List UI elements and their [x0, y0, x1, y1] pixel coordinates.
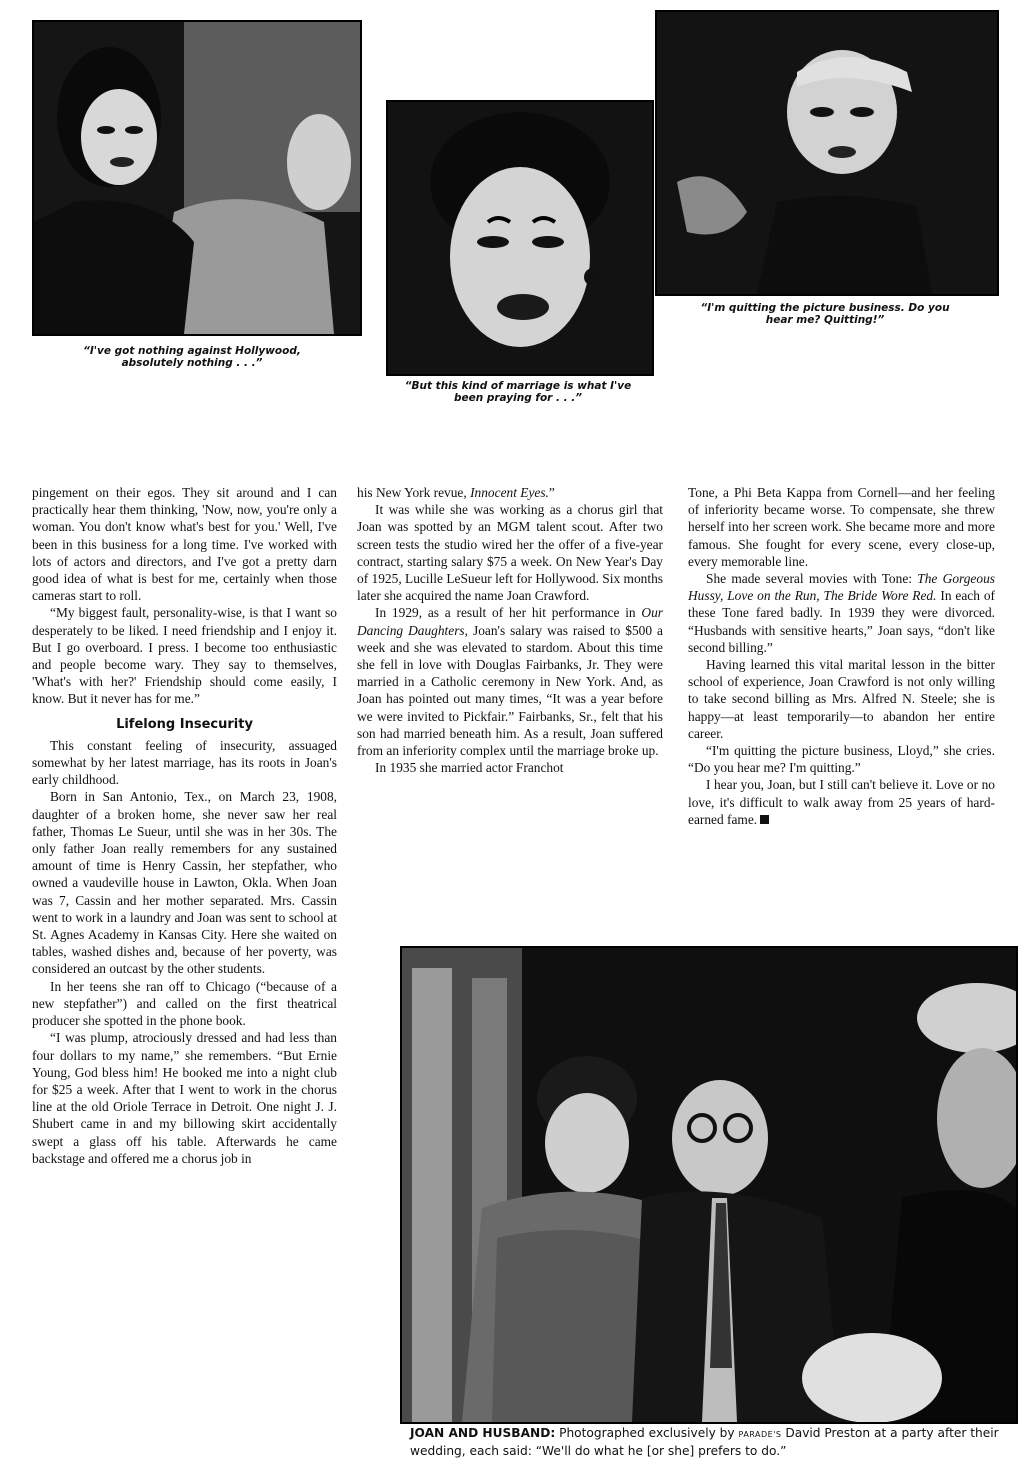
paragraph: “I'm quitting the picture business, Lloyd,” she cries. “Do you hear me? I'm quitting.” — [688, 743, 995, 776]
article-column-3 — [688, 484, 995, 828]
article-column-2 — [357, 484, 663, 776]
paragraph — [357, 484, 663, 501]
end-mark-icon — [760, 815, 769, 824]
paragraph: “My biggest fault, personality-wise, is that I want so desperately to be liked. I need friendship and I enjoy it. But I go overboard. I press. I become too enthusiastic and people become wary. They say to themselves, 'What's with her?' Friendship should come easily, I know. But it never has for me.” — [32, 605, 337, 707]
paragraph: Having learned this vital marital lesson in the bitter school of experience, Joan Crawford is not only willing to take second billing as Mrs. Alfred N. Steele; she is happy—at least temporarily—to abandon her entire career. — [688, 657, 995, 741]
section-heading: Lifelong Insecurity — [116, 716, 253, 732]
text: She made several movies with Tone: — [706, 571, 918, 587]
article-column-1 — [32, 484, 337, 1167]
photo-joan-praying — [386, 100, 654, 376]
photo-joan-and-husband — [400, 946, 1018, 1424]
photo-illustration — [657, 12, 997, 294]
paragraph: Tone, a Phi Beta Kappa from Cornell—and her feeling of inferiority became worse. To compensate, she threw herself into her screen work. She became more and more famous. She fought for every scene, every close-up, every memorable line. — [688, 485, 995, 569]
paragraph: This constant feeling of insecurity, assuaged somewhat by her latest marriage, has its roots in Joan's early childhood. — [32, 737, 337, 788]
caption-text: Photographed exclusively by — [555, 1426, 739, 1440]
photo-caption-3: “I'm quitting the picture business. Do you hear me? Quitting!” — [700, 302, 950, 326]
paragraph: In her teens she ran off to Chicago (“because of a new stepfather”) and called on the first theatrical producer she spotted in the phone book. — [32, 978, 337, 1029]
caption-brand: PARADE'S — [738, 1430, 782, 1439]
italic-title: The Gorgeous Hussy, Love on the Run, The Bride Wore Red. — [688, 571, 995, 604]
paragraph: pingement on their egos. They sit around and I can practically hear them thinking, 'Now, now, you're only a woman. You don't know what's best for you.' Well, I've been in this business for a long time. I've worked with lots of actors and directors, and I've got a pretty darn good idea of what is best for me, certainly when those cameras start to roll. — [32, 485, 337, 604]
italic-title: Innocent Eyes. — [470, 485, 549, 500]
photo-caption-2: “But this kind of marriage is what I've been praying for . . .” — [404, 380, 632, 404]
photo-illustration — [402, 948, 1016, 1422]
photo-illustration — [388, 102, 652, 374]
text: his New York revue, — [357, 485, 471, 500]
text: In 1929, as a result of her hit performance in — [375, 605, 642, 621]
text: I hear you, Joan, but I still can't believe it. Love or no love, it's difficult to walk away from 25 years of hard-earned fame. — [688, 777, 995, 827]
italic-title: Our Dancing Daughters, — [357, 605, 663, 638]
paragraph — [357, 604, 663, 759]
text: In each of these Tone fared badly. In 1939 they were divorced. “Husbands with sensitive hearts,” Joan says, “don't like second billing.” — [688, 588, 995, 655]
photo-joan-quitting — [655, 10, 999, 296]
photo-caption-1: “I've got nothing against Hollywood, absolutely nothing . . .” — [83, 345, 301, 369]
paragraph: In 1935 she married actor Franchot — [375, 760, 564, 776]
text: Joan's salary was raised to $500 a week and she was elevated to stardom. About this time she fell in love with Douglas Fairbanks, Jr. They were married in a Catholic ceremony in New York. And, as Joan has pointed out many times, “It was a year before we were invited to Pickfair.” Fairbanks, Sr., felt that his son had married beneath him. As a result, Joan suffered from an inferiority complex until the marriage broke up. — [357, 622, 663, 759]
photo-joan-hollywood — [32, 20, 362, 336]
caption-lead: JOAN AND HUSBAND: — [410, 1426, 556, 1440]
paragraph: Born in San Antonio, Tex., on March 23, 1908, daughter of a broken home, she never saw her real father, Thomas Le Sueur, until she was in her 30s. The only father Joan really remembers for any sustained amount of time is Henry Cassin, her stepfather, who owned a vaudeville house in Lawton, Okla. When Joan was 7, Cassin and her mother separated. Mrs. Cassin went to work in a laundry and Joan was sent to school at St. Agnes Academy in Kansas City. Here she waited on tables, washed dishes and, because of her poverty, was considered an outcast by the other students. — [32, 789, 337, 977]
photo-illustration — [34, 22, 360, 334]
paragraph: It was while she was working as a chorus girl that Joan was spotted by an MGM talent scout. After two screen tests the studio wired her the offer of a five-year contract, starting salary $75 a week. On New Year's Day of 1925, Lucille LeSueur left for Hollywood. Six months later she acquired the name Joan Crawford. — [357, 502, 663, 604]
caption-text: David Preston at a party after their wedding, each said: “We'll do what he [or she] prefers to do.” — [410, 1426, 999, 1458]
paragraph — [688, 570, 995, 656]
paragraph — [688, 776, 995, 828]
text: ” — [548, 485, 555, 500]
big-photo-caption — [410, 1425, 1010, 1459]
paragraph: “I was plump, atrociously dressed and had less than four dollars to my name,” she remembers. “But Ernie Young, God bless him! He booked me into a night club for $25 a week. After that I went to work in the chorus line at the old Oriole Terrace in Detroit. One night J. J. Shubert came in and my billowing skirt accidentally swept a glass off his table. Afterwards he came backstage and offered me a chorus job in — [32, 1030, 337, 1166]
